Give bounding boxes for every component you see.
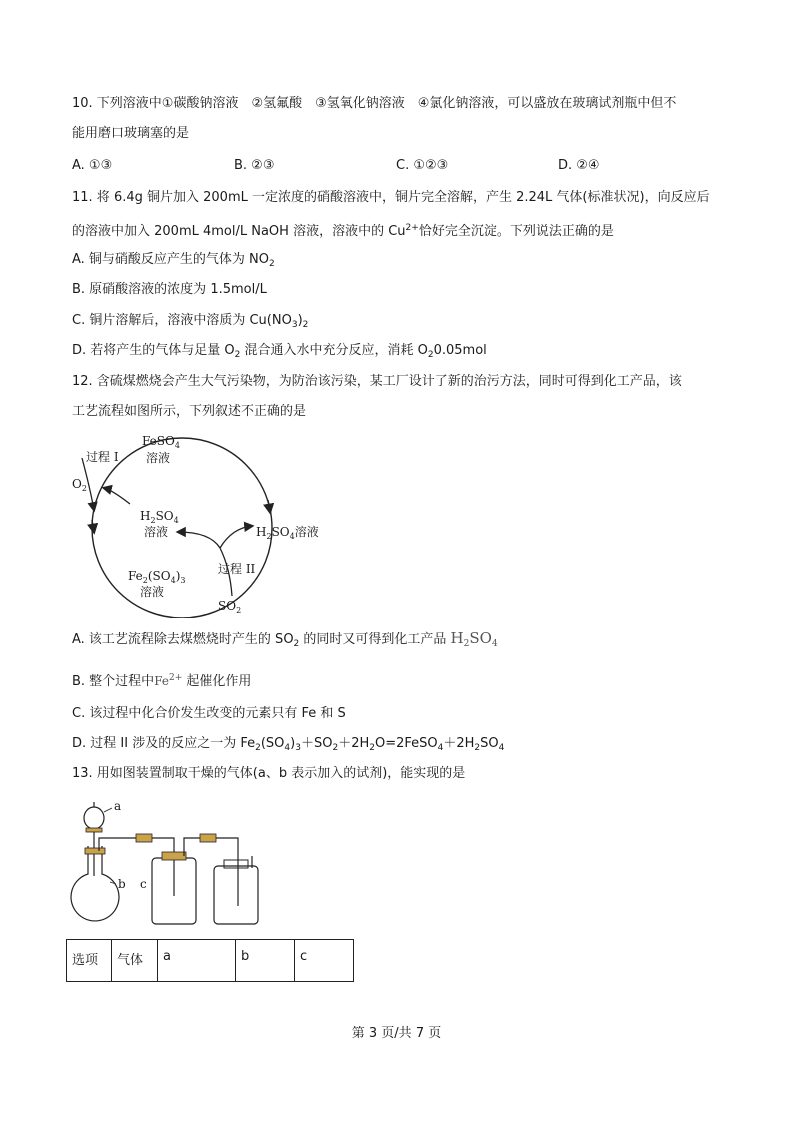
apparatus-label-c: c: [140, 877, 147, 891]
label-so2: $SO_2$: [218, 599, 242, 615]
header-cell-option: 选项: [67, 940, 112, 982]
q11-option-c: C. 铜片溶解后，溶液中溶质为 $Cu(NO_3)_2$: [72, 313, 309, 330]
q12-option-b: B. 整个过程中$Fe^{2+}$ 起催化作用: [72, 673, 252, 689]
label-inner-h2so4-solution: 溶液: [144, 525, 169, 539]
table-header-row: [67, 940, 354, 982]
header-cell-gas: 气体: [112, 940, 158, 982]
q11-option-b: B. 原硝酸溶液的浓度为 1.5mol/L: [72, 282, 267, 297]
label-fe2so43: $Fe_2(SO_4)_3$: [128, 569, 186, 585]
cycle-arrow-right: [268, 500, 270, 512]
header-cell-a: a: [158, 940, 236, 982]
tube-connector-1: [136, 834, 152, 842]
page-footer: 第 3 页/共 7 页: [351, 1026, 442, 1041]
to-h2so4-arrow: [178, 532, 220, 548]
label-feso4-solution: 溶液: [146, 451, 171, 465]
q11-stem-line1: 11. 将 6.4g 铜片加入 200mL 一定浓度的硝酸溶液中，铜片完全溶解，产生 2.24L 气体(标准状况)，向反应后: [72, 190, 710, 205]
label-process1: 过程 I: [86, 450, 119, 464]
funnel-bulb: [84, 807, 104, 829]
q12-stem-line2: 工艺流程如图所示，下列叙述不正确的是: [72, 404, 307, 419]
q10-stem-line2: 能用磨口玻璃塞的是: [72, 126, 190, 141]
header-cell-c: c: [295, 940, 354, 982]
apparatus-label-a: a: [114, 799, 122, 813]
q12-option-a: A. 该工艺流程除去煤燃烧时产生的 $SO_2$ 的同时又可得到化工产品 $H_2SO_4$: [72, 629, 498, 649]
cycle-circle: [92, 438, 272, 618]
q13-apparatus-diagram: [66, 796, 266, 936]
q13-stem: 13. 用如图装置制取干燥的气体(a、b 表示加入的试剂)，能实现的是: [72, 766, 466, 781]
label-product-h2so4: $H_2SO_4$溶液: [256, 525, 319, 541]
q10-option-c: C. ①②③: [396, 158, 449, 173]
q12-stem-line1: 12. 含硫煤燃烧会产生大气污染物，为防治该污染，某工厂设计了新的治污方法，同时可得到化工产品，该: [72, 374, 682, 389]
q12-option-d: D. 过程 II 涉及的反应之一为 $Fe_2(SO_4)_3+SO_2+2H_2O=2FeSO_4+2H_2SO_4$: [72, 736, 505, 753]
round-flask: [71, 846, 119, 921]
collection-bottle: [214, 866, 258, 924]
q11-option-d: D. 若将产生的气体与足量 $O_2$ 混合通入水中充分反应，消耗 $O_20.05mol$: [72, 343, 487, 360]
h2so4-return-arrow: [104, 488, 130, 504]
wash-bottle-stopper: [162, 852, 186, 860]
apparatus-label-b: b: [118, 877, 126, 891]
q10-option-b: B. ②③: [234, 158, 275, 173]
q10-option-d: D. ②④: [558, 158, 600, 173]
q11-stem-line2: 的溶液中加入 200mL 4mol/L NaOH 溶液，溶液中的 $Cu^{2+}$恰好完全沉淀。下列说法正确的是: [72, 223, 614, 239]
q10-option-a: A. ①③: [72, 158, 113, 173]
q13-options-table: [66, 939, 354, 982]
label-fe2so43-solution: 溶液: [140, 585, 165, 599]
label-o2: $O_2$: [72, 477, 87, 493]
label-process2: 过程 II: [218, 562, 256, 576]
q10-stem-line1: 10. 下列溶液中①碳酸钠溶液 ②氢氟酸 ③氢氧化钠溶液 ④氯化钠溶液，可以盛放在玻璃试剂瓶中但不: [72, 96, 677, 111]
q12-option-c: C. 该过程中化合价发生改变的元素只有 Fe 和 S: [72, 706, 346, 721]
label-inner-h2so4: $H_2SO_4$: [140, 509, 179, 525]
q12-process-diagram: [60, 428, 340, 618]
q11-option-a: A. 铜与硝酸反应产生的气体为 $NO_2$: [72, 252, 275, 269]
funnel-stopcock: [86, 828, 102, 832]
tube-connector-2: [200, 834, 216, 842]
flask-stopper: [85, 848, 105, 854]
header-cell-b: b: [236, 940, 295, 982]
label-feso4: FeSO$_4$: [142, 434, 180, 450]
to-product-arrow: [220, 526, 252, 548]
